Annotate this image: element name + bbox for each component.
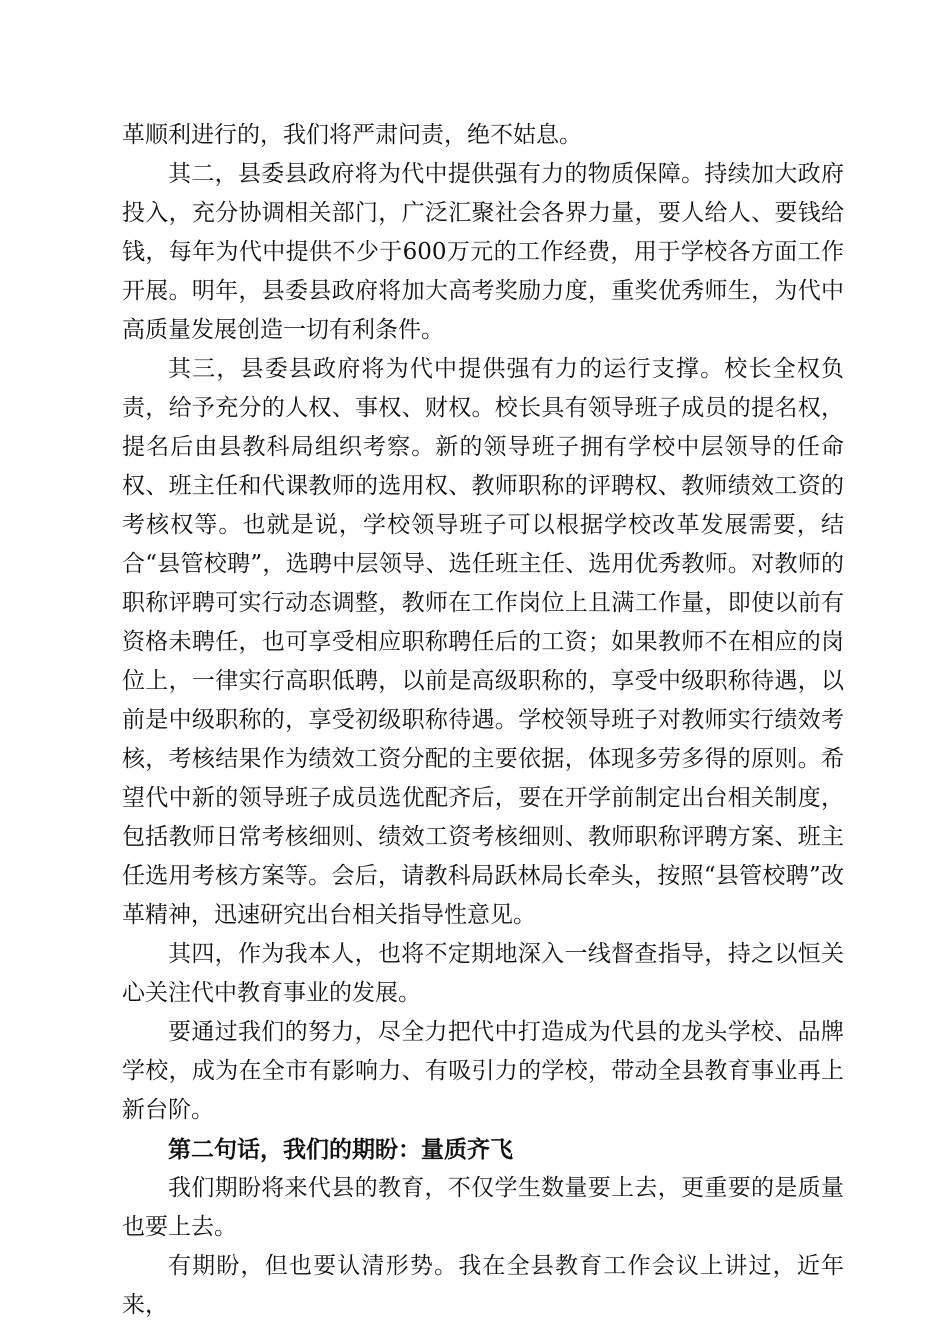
paragraph-personal-commitment: 其四，作为我本人，也将不定期地深入一线督查指导，持之以恒关心关注代中教育事业的发展。 [122,941,844,1006]
document-body [122,116,844,1325]
paragraph-expectation: 我们期盼将来代县的教育，不仅学生数量要上去，更重要的是质量也要上去。 [122,1175,844,1240]
paragraph-situation: 有期盼，但也要认清形势。我在全县教育工作会议上讲过，近年来， [122,1253,844,1318]
paragraph-continuation: 革顺利进行的，我们将严肃问责，绝不姑息。 [122,122,582,148]
paragraph-material-support: 其二，县委县政府将为代中提供强有力的物质保障。持续加大政府投入，充分协调相关部门，广泛汇聚社会各界力量，要人给人、要钱给钱，每年为代中提供不少于600万元的工作经费，用于学校各方面工作开展。明年，县委县政府将加大高考奖励力度，重奖优秀师生，为代中高质量发展创造一切有利条件。 [122,161,844,343]
paragraph-operational-support: 其三，县委县政府将为代中提供强有力的运行支撑。校长全权负责，给予充分的人权、事权、财权。校长具有领导班子成员的提名权，提名后由县教科局组织考察。新的领导班子拥有学校中层领导的任命权、班主任和代课教师的选用权、教师职称的评聘权、教师绩效工资的考核权等。也就是说，学校领导班子可以根据学校改革发展需要，结合“县管校聘”，选聘中层领导、选任班主任、选用优秀教师。对教师的职称评聘可实行动态调整，教师在工作岗位上且满工作量，即使以前有资格未聘任，也可享受相应职称聘任后的工资；如果教师不在相应的岗位上，一律实行高职低聘，以前是高级职称的，享受中级职称待遇，以前是中级职称的，享受初级职称待遇。学校领导班子对教师实行绩效考核，考核结果作为绩效工资分配的主要依据，体现多劳多得的原则。希望代中新的领导班子成员选优配齐后，要在开学前制定出台相关制度，包括教师日常考核细则、绩效工资考核细则、教师职称评聘方案、班主任选用考核方案等。会后，请教科局跃林局长牵头，按照“县管校聘”改革精神，迅速研究出台相关指导性意见。 [122,356,844,928]
paragraph-goal: 要通过我们的努力，尽全力把代中打造成为代县的龙头学校、品牌学校，成为在全市有影响力、有吸引力的学校，带动全县教育事业再上新台阶。 [122,1019,844,1123]
section-heading: 第二句话，我们的期盼：量质齐飞 [168,1136,513,1163]
